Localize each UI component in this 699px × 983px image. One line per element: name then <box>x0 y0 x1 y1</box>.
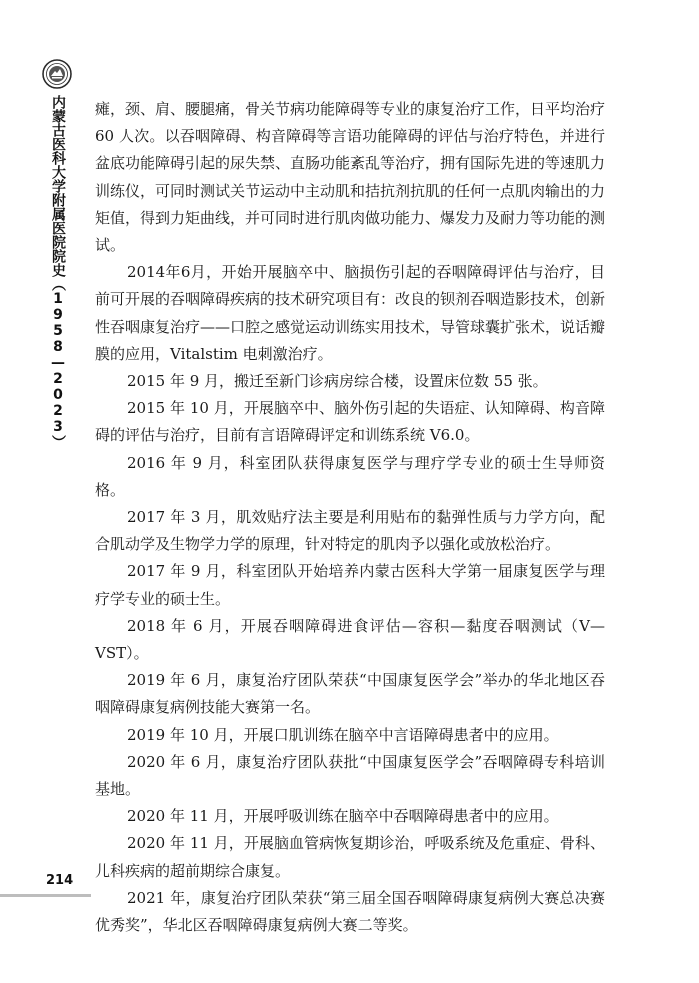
paragraph: 2020 年 11 月，开展呼吸训练在脑卒中吞咽障碍患者中的应用。 <box>127 807 559 826</box>
paragraph: 2018 年 6 月，开展吞咽障碍进食评估—容积—黏度吞咽测试（V—VST）。 <box>95 616 605 663</box>
page-body <box>95 96 605 939</box>
paragraph: 2019 年 10 月，开展口肌训练在脑卒中言语障碍患者中的应用。 <box>127 725 559 744</box>
footer-rule <box>0 894 91 897</box>
page-number: 214 <box>46 873 74 888</box>
paragraph: 2015 年 10 月，开展脑卒中、脑外伤引起的失语症、认知障碍、构音障碍的评估与治疗，目前有言语障碍评定和训练系统 V6.0。 <box>95 399 605 445</box>
paragraph: 2020 年 6 月，康复治疗团队获批“中国康复医学会”吞咽障碍专科培训基地。 <box>95 752 605 799</box>
paragraph: 2020 年 11 月，开展脑血管病恢复期诊治，呼吸系统及危重症、骨科、儿科疾病的超前期综合康复。 <box>95 834 605 880</box>
paragraph: 2021 年，康复治疗团队荣获“第三届全国吞咽障碍康复病例大赛总决赛优秀奖”，华北区吞咽障碍康复病例大赛二等奖。 <box>95 888 605 935</box>
paragraph: 2016 年 9 月，科室团队获得康复医学与理疗学专业的硕士生导师资格。 <box>95 453 605 499</box>
paragraph: 2017 年 9 月，科室团队开始培养内蒙古医科大学第一届康复医学与理疗学专业的硕士生。 <box>95 562 605 608</box>
book-title-vertical: 内蒙古医科大学附属医院院史（1958—2023） <box>50 95 66 449</box>
paragraph: 2019 年 6 月，康复治疗团队荣获“中国康复医学会”举办的华北地区吞咽障碍康复病例技能大赛第一名。 <box>95 671 605 717</box>
paragraph: 2017 年 3 月，肌效贴疗法主要是利用贴布的黏弹性质与力学方向，配合肌动学及生物学力学的原理，针对特定的肌肉予以强化或放松治疗。 <box>95 508 605 554</box>
hospital-seal-logo <box>42 59 72 89</box>
paragraph: 瘫，颈、肩、腰腿痛，骨关节病功能障碍等专业的康复治疗工作，日平均治疗 60 人次。以吞咽障碍、构音障碍等言语功能障碍的评估与治疗特色，并进行盆底功能障碍引起的尿失禁、直肠功能紊乱等治疗，拥有国际先进的等速肌力训练仪，可同时测试关节运动中主动肌和拮抗剂抗肌的任何一点肌肉输出的力矩值，得到力矩曲线，并可同时进行肌肉做功能力、爆发力及耐力等功能的测试。 <box>95 100 606 255</box>
paragraph: 2015 年 9 月，搬迁至新门诊病房综合楼，设置床位数 55 张。 <box>127 372 548 391</box>
paragraph: 2014年6月，开始开展脑卒中、脑损伤引起的吞咽障碍评估与治疗，目前可开展的吞咽障碍疾病的技术研究项目有：改良的钡剂吞咽造影技术，创新性吞咽康复治疗——口腔之感觉运动训练实用技术，导管球囊扩张术，说话瓣膜的应用，Vitalstim 电刺激治疗。 <box>95 263 606 363</box>
